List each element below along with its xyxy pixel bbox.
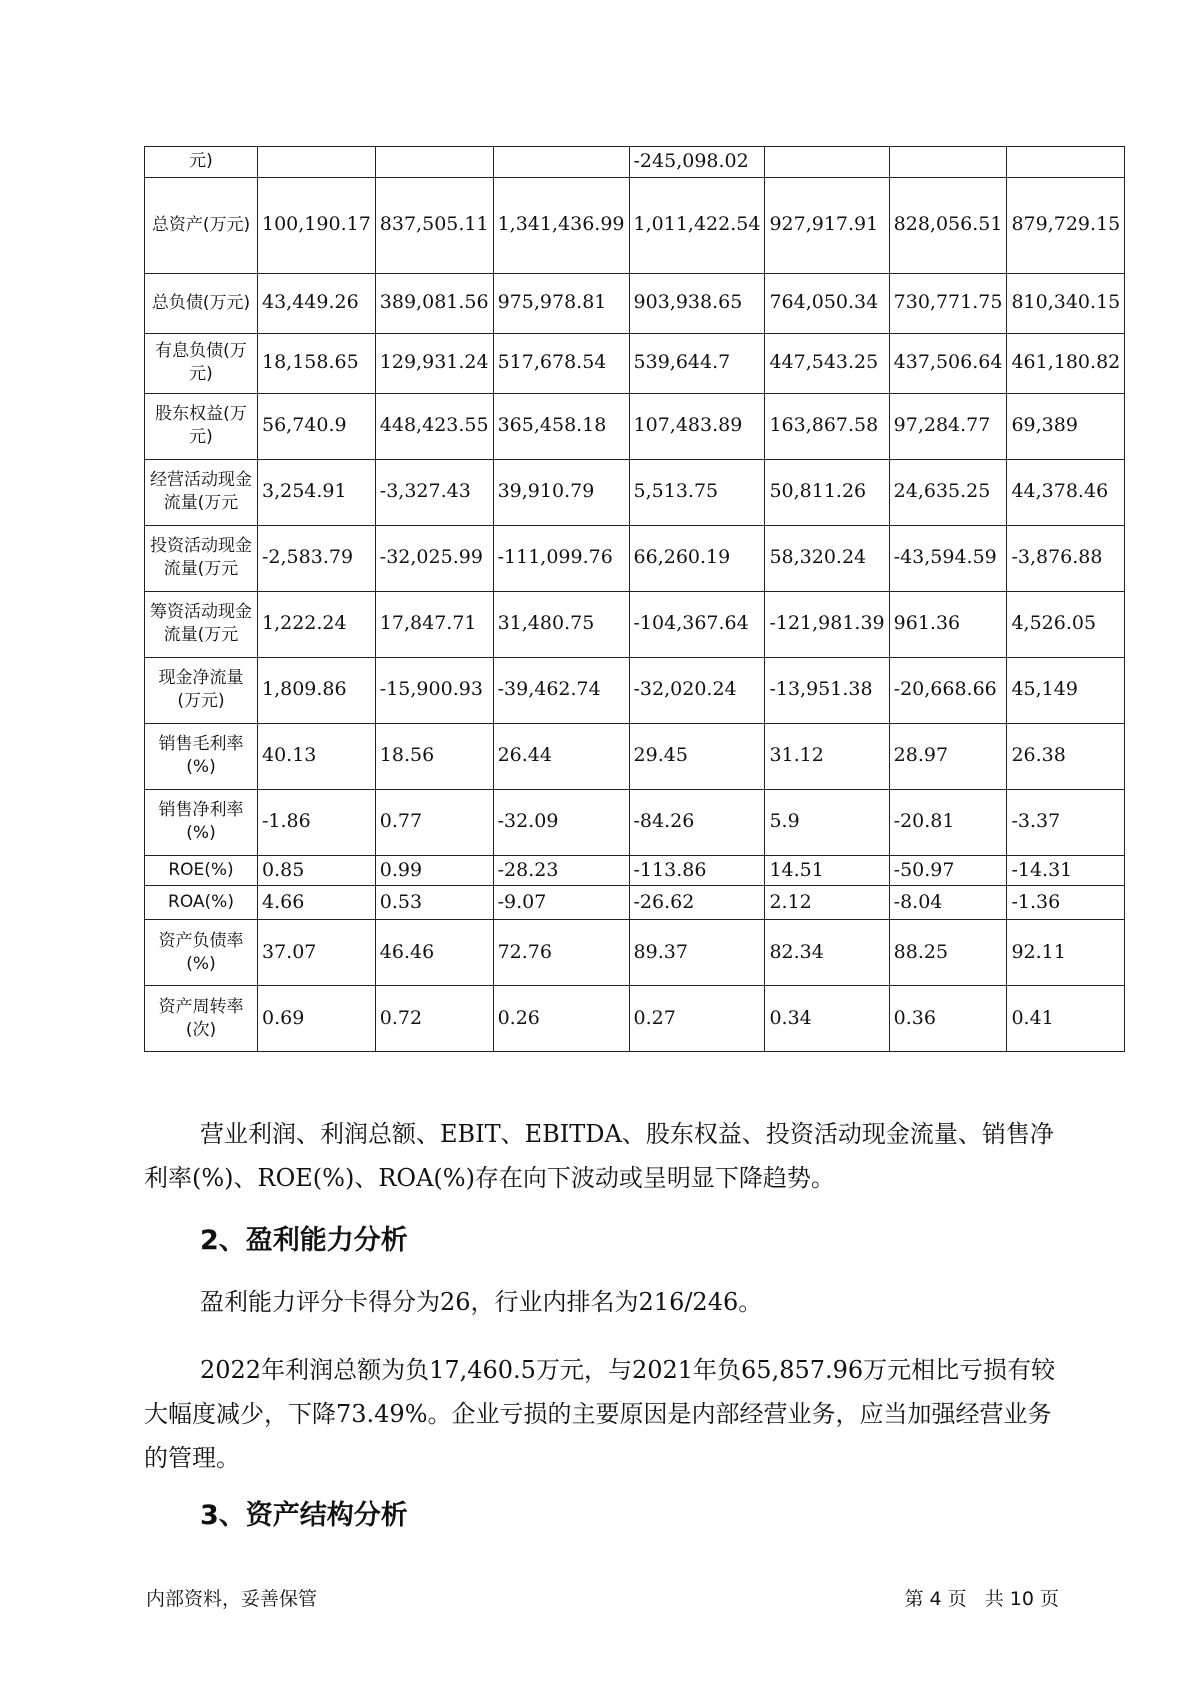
row-label: 销售毛利率(%) [145, 723, 258, 789]
table-cell: 17,847.71 [375, 591, 493, 657]
footer-confidential-note: 内部资料，妥善保管 [146, 1588, 318, 1610]
table-row [145, 789, 1125, 855]
table-cell: 730,771.75 [889, 273, 1007, 333]
table-cell: -3.37 [1007, 789, 1125, 855]
table-row [145, 723, 1125, 789]
table-cell: -84.26 [629, 789, 765, 855]
table-cell: 97,284.77 [889, 393, 1007, 459]
table-cell: 447,543.25 [765, 333, 889, 393]
table-cell: -32.09 [493, 789, 629, 855]
table-cell: 45,149 [1007, 657, 1125, 723]
table-row [145, 920, 1125, 986]
table-cell: -43,594.59 [889, 525, 1007, 591]
table-cell [1007, 147, 1125, 178]
table-row [145, 459, 1125, 525]
row-label: ROA(%) [145, 886, 258, 920]
table-cell: 40.13 [258, 723, 376, 789]
table-cell: -14.31 [1007, 855, 1125, 886]
table-cell: -3,327.43 [375, 459, 493, 525]
table-cell: -113.86 [629, 855, 765, 886]
table-cell: 837,505.11 [375, 177, 493, 273]
footer-page-number: 第 4 页 共 10 页 [904, 1588, 1059, 1610]
table-cell: 879,729.15 [1007, 177, 1125, 273]
table-cell: -32,020.24 [629, 657, 765, 723]
table-cell: -3,876.88 [1007, 525, 1125, 591]
table-cell: 0.53 [375, 886, 493, 920]
table-cell: -20,668.66 [889, 657, 1007, 723]
table-cell: 437,506.64 [889, 333, 1007, 393]
row-label: 资产负债率(%) [145, 920, 258, 986]
table-cell: 975,978.81 [493, 273, 629, 333]
table-cell: 0.34 [765, 986, 889, 1052]
table-cell: 1,341,436.99 [493, 177, 629, 273]
table-cell: 0.85 [258, 855, 376, 886]
table-cell [765, 147, 889, 178]
row-label: 总资产(万元) [145, 177, 258, 273]
table-cell: 0.41 [1007, 986, 1125, 1052]
table-row [145, 147, 1125, 178]
row-label: 总负债(万元) [145, 273, 258, 333]
table-cell: 24,635.25 [889, 459, 1007, 525]
table-cell: -1.36 [1007, 886, 1125, 920]
table-cell: 28.97 [889, 723, 1007, 789]
table-cell: 100,190.17 [258, 177, 376, 273]
table-row [145, 657, 1125, 723]
section-heading-asset-structure: 3、资产结构分析 [200, 1500, 408, 1531]
table-cell: 5,513.75 [629, 459, 765, 525]
table-cell: 58,320.24 [765, 525, 889, 591]
table-row [145, 333, 1125, 393]
table-cell: 389,081.56 [375, 273, 493, 333]
table-row [145, 986, 1125, 1052]
table-cell: 44,378.46 [1007, 459, 1125, 525]
row-label: 股东权益(万元) [145, 393, 258, 459]
table-cell: 927,917.91 [765, 177, 889, 273]
table-cell: -9.07 [493, 886, 629, 920]
table-cell: 461,180.82 [1007, 333, 1125, 393]
table-cell: 4.66 [258, 886, 376, 920]
row-label: 经营活动现金流量(万元 [145, 459, 258, 525]
table-cell: 448,423.55 [375, 393, 493, 459]
table-cell: -2,583.79 [258, 525, 376, 591]
table-cell [493, 147, 629, 178]
paragraph-profitability-score: 盈利能力评分卡得分为26，行业内排名为216/246。 [200, 1288, 763, 1316]
table-cell: 50,811.26 [765, 459, 889, 525]
table-cell: 0.36 [889, 986, 1007, 1052]
table-cell: 764,050.34 [765, 273, 889, 333]
table-cell: 89.37 [629, 920, 765, 986]
row-label: 现金净流量(万元) [145, 657, 258, 723]
table-cell [258, 147, 376, 178]
table-cell: 88.25 [889, 920, 1007, 986]
table-row [145, 393, 1125, 459]
table-cell: 5.9 [765, 789, 889, 855]
table-cell: -13,951.38 [765, 657, 889, 723]
row-label: 筹资活动现金流量(万元 [145, 591, 258, 657]
table-cell: -50.97 [889, 855, 1007, 886]
table-cell: 69,389 [1007, 393, 1125, 459]
table-cell: 2.12 [765, 886, 889, 920]
table-cell: 18.56 [375, 723, 493, 789]
table-cell: 517,678.54 [493, 333, 629, 393]
paragraph-trend-summary: 营业利润、利润总额、EBIT、EBITDA、股东权益、投资活动现金流量、销售净利率(%)、ROE(%)、ROA(%)存在向下波动或呈明显下降趋势。 [144, 1120, 1054, 1192]
table-cell: 29.45 [629, 723, 765, 789]
table-cell: -8.04 [889, 886, 1007, 920]
table-cell: -20.81 [889, 789, 1007, 855]
table-cell: 1,809.86 [258, 657, 376, 723]
table-cell: 0.77 [375, 789, 493, 855]
table-cell: 39,910.79 [493, 459, 629, 525]
table-cell: 66,260.19 [629, 525, 765, 591]
table-cell: -28.23 [493, 855, 629, 886]
table-cell: 82.34 [765, 920, 889, 986]
row-label: 元) [145, 147, 258, 178]
table-cell: 72.76 [493, 920, 629, 986]
table-cell: -104,367.64 [629, 591, 765, 657]
table-cell: 0.99 [375, 855, 493, 886]
table-cell [889, 147, 1007, 178]
table-cell: 31,480.75 [493, 591, 629, 657]
table-cell: 1,222.24 [258, 591, 376, 657]
table-cell: 31.12 [765, 723, 889, 789]
table-cell: 539,644.7 [629, 333, 765, 393]
table-cell: 56,740.9 [258, 393, 376, 459]
table-row [145, 273, 1125, 333]
paragraph-profit-total: 2022年利润总额为负17,460.5万元，与2021年负65,857.96万元相比亏损有较大幅度减少，下降73.49%。企业亏损的主要原因是内部经营业务，应当加强经营业务的管理。 [144, 1356, 1056, 1472]
table-cell [375, 147, 493, 178]
row-label: 投资活动现金流量(万元 [145, 525, 258, 591]
table-cell: 26.44 [493, 723, 629, 789]
table-cell: 0.26 [493, 986, 629, 1052]
table-row [145, 855, 1125, 886]
table-cell: 107,483.89 [629, 393, 765, 459]
table-cell: 0.27 [629, 986, 765, 1052]
table-cell: 43,449.26 [258, 273, 376, 333]
row-label: 资产周转率(次) [145, 986, 258, 1052]
table-cell: 828,056.51 [889, 177, 1007, 273]
table-row [145, 886, 1125, 920]
table-cell: 18,158.65 [258, 333, 376, 393]
table-cell: 1,011,422.54 [629, 177, 765, 273]
table-cell: -1.86 [258, 789, 376, 855]
table-cell: 14.51 [765, 855, 889, 886]
table-cell: 37.07 [258, 920, 376, 986]
table-row [145, 177, 1125, 273]
table-cell: 903,938.65 [629, 273, 765, 333]
row-label: 销售净利率(%) [145, 789, 258, 855]
table-cell: -15,900.93 [375, 657, 493, 723]
table-cell: 163,867.58 [765, 393, 889, 459]
table-cell: 4,526.05 [1007, 591, 1125, 657]
table-cell: -39,462.74 [493, 657, 629, 723]
row-label: 有息负债(万元) [145, 333, 258, 393]
table-cell: 365,458.18 [493, 393, 629, 459]
table-cell: -111,099.76 [493, 525, 629, 591]
table-cell: 961.36 [889, 591, 1007, 657]
table-row [145, 591, 1125, 657]
table-cell: 810,340.15 [1007, 273, 1125, 333]
table-cell: 129,931.24 [375, 333, 493, 393]
table-cell: -32,025.99 [375, 525, 493, 591]
section-heading-profitability: 2、盈利能力分析 [200, 1225, 408, 1256]
row-label: ROE(%) [145, 855, 258, 886]
table-cell: 0.69 [258, 986, 376, 1052]
table-cell: 0.72 [375, 986, 493, 1052]
table-cell: -121,981.39 [765, 591, 889, 657]
table-cell: -245,098.02 [629, 147, 765, 178]
table-cell: 3,254.91 [258, 459, 376, 525]
table-row [145, 525, 1125, 591]
table-cell: -26.62 [629, 886, 765, 920]
table-cell: 26.38 [1007, 723, 1125, 789]
financial-table [144, 146, 1125, 1052]
table-cell: 46.46 [375, 920, 493, 986]
table-cell: 92.11 [1007, 920, 1125, 986]
